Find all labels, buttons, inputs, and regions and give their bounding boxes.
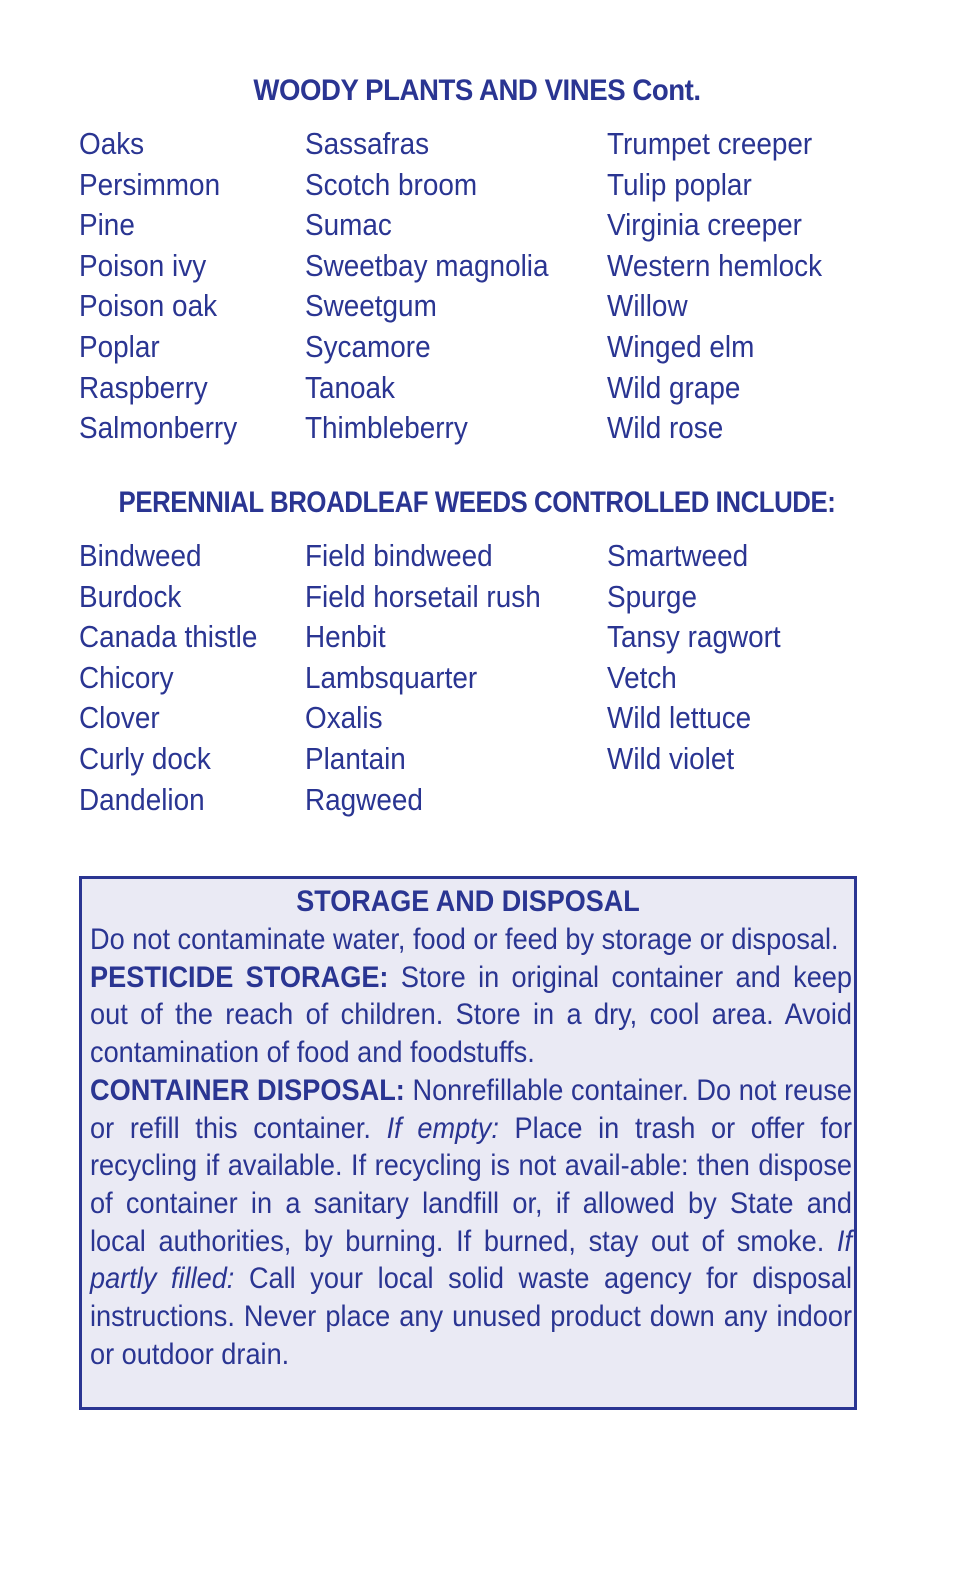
list-item: Wild violet <box>607 740 735 776</box>
list-item: Raspberry <box>79 369 208 405</box>
list-item: Clover <box>79 700 160 736</box>
perennial-weeds-column-2 <box>305 536 567 820</box>
list-item: Chicory <box>79 659 174 695</box>
list-item: Persimmon <box>79 166 221 202</box>
perennial-weeds-heading: PERENNIAL BROADLEAF WEEDS CONTROLLED INCLUDE: <box>118 486 836 519</box>
list-item: Sassafras <box>305 126 430 161</box>
woody-plants-column-2 <box>305 124 576 449</box>
list-item: Field bindweed <box>305 538 493 573</box>
list-item: Canada thistle <box>79 619 258 655</box>
list-item: Tulip poplar <box>607 166 752 202</box>
list-item: Oaks <box>79 126 145 161</box>
list-item: Wild lettuce <box>607 700 752 736</box>
list-item: Virginia creeper <box>607 207 802 243</box>
list-item: Western hemlock <box>607 247 823 283</box>
list-item: Curly dock <box>79 740 211 776</box>
woody-plants-heading: WOODY PLANTS AND VINES Cont. <box>253 74 701 107</box>
list-item: Trumpet creeper <box>607 126 813 161</box>
list-item: Pine <box>79 207 135 243</box>
list-item: Spurge <box>607 578 697 614</box>
if-partly-filled-label: If partly filled: <box>90 1224 853 1296</box>
list-item: Sweetbay magnolia <box>305 247 549 283</box>
list-item: Ragweed <box>305 781 423 817</box>
woody-plants-column-1 <box>79 124 255 449</box>
woody-plants-column-3 <box>607 124 846 449</box>
list-item: Henbit <box>305 619 386 655</box>
list-item: Salmonberry <box>79 410 238 446</box>
storage-intro-text: Do not contaminate water, food or feed by storage or disposal. <box>90 923 839 956</box>
storage-intro <box>90 921 852 959</box>
pesticide-storage-paragraph <box>90 959 852 1072</box>
if-empty-label: If empty: <box>386 1111 499 1145</box>
list-item: Wild grape <box>607 369 741 405</box>
list-item: Tanoak <box>305 369 395 405</box>
list-item: Burdock <box>79 578 182 614</box>
pesticide-storage-text: Store in original container and keep out of the reach of children. Store in a dry, cool area. Avoid contamination of food and foodstuffs. <box>90 960 853 1070</box>
pesticide-storage-label: PESTICIDE STORAGE: <box>90 960 389 994</box>
list-item: Poplar <box>79 328 160 364</box>
perennial-weeds-column-1 <box>79 536 277 820</box>
list-item: Oxalis <box>305 700 383 736</box>
list-item: Lambsquarter <box>305 659 478 695</box>
container-disposal-text-3: Call your local solid waste agency for disposal instructions. Never place any unused product down any indoor or outdoor drain. <box>90 1262 853 1371</box>
storage-and-disposal-text <box>90 921 852 1373</box>
perennial-weeds-column-3 <box>607 536 800 780</box>
list-item: Poison ivy <box>79 247 207 283</box>
list-item: Plantain <box>305 740 406 776</box>
list-item: Sycamore <box>305 328 431 364</box>
list-item: Scotch broom <box>305 166 478 202</box>
list-item: Dandelion <box>79 781 205 817</box>
list-item: Bindweed <box>79 538 202 573</box>
list-item: Smartweed <box>607 538 749 573</box>
storage-and-disposal-box <box>79 876 857 1410</box>
container-disposal-label: CONTAINER DISPOSAL: <box>90 1073 405 1107</box>
list-item: Sweetgum <box>305 288 437 324</box>
container-disposal-text-1: Nonrefillable container. Do not reuse or refill this container. <box>90 1073 853 1145</box>
list-item: Winged elm <box>607 328 755 364</box>
list-item: Vetch <box>607 659 677 695</box>
list-item: Poison oak <box>79 288 218 324</box>
storage-and-disposal-title: STORAGE AND DISPOSAL <box>296 885 640 918</box>
container-disposal-text-2: Place in trash or offer for recycling if available. If recycling is not avail-able: then dispose of container in a sanitary landfill or, if allowed by State and local authorities, by burning. If burned, stay out of smoke. <box>90 1111 853 1258</box>
list-item: Tansy ragwort <box>607 619 781 655</box>
list-item: Thimbleberry <box>305 410 468 446</box>
container-disposal-paragraph <box>90 1072 852 1374</box>
list-item: Field horsetail rush <box>305 578 541 614</box>
list-item: Sumac <box>305 207 392 243</box>
list-item: Willow <box>607 288 688 324</box>
list-item: Wild rose <box>607 410 724 446</box>
